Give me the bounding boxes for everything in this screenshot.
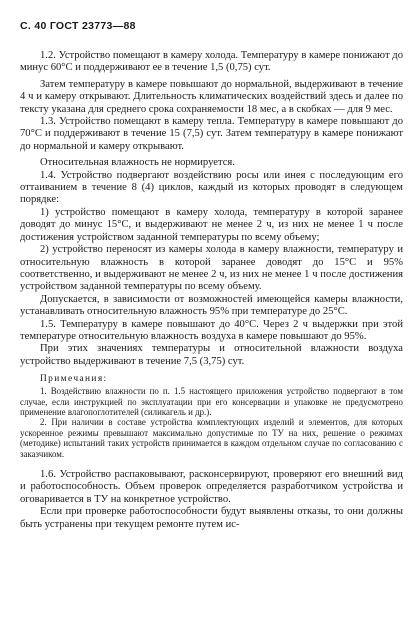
- paragraph-1-5-continued: При этих значениях температуры и относительной влажности воздуха устройство выдерживают в течение 7,5 (3,75) сут.: [20, 343, 403, 367]
- paragraph-1-2: 1.2. Устройство помещают в камеру холода. Температуру в камере понижают до минус 60°С и поддерживают ее в течение 1,5 (0,75) сут.: [20, 50, 403, 74]
- paragraph-step-1: 1) устройство помещают в камеру холода, температуру в которой заранее доводят до минус 15°С, и выдерживают не менее 2 ч, из них не менее 1 ч после достижения устройством заданной температуры по всему объему;: [20, 206, 403, 243]
- page-header: С. 40 ГОСТ 23773—88: [20, 20, 136, 32]
- paragraph-1-2-continued: Затем температуру в камере повышают до нормальной, выдерживают в течение 4 ч и камеру открывают. Длительность климатических воздействий здесь и далее по тексту указана для среднего срока сохраняемости 18 мес, а в скобках — для 9 мес.: [20, 78, 403, 115]
- paragraph-1-4: 1.4. Устройство подвергают воздействию росы или инея с последующим его оттаиванием в течение 8 (4) циклов, каждый из которых проводят в следующем порядке:: [20, 169, 403, 206]
- paragraph-final: Если при проверке работоспособности будут выявлены отказы, то они должны быть устранены при текущем ремонте путем ис-: [20, 506, 403, 530]
- paragraph-1-5: 1.5. Температуру в камере повышают до 40°С. Через 2 ч выдержки при этой температуре относительную влажность воздуха в камере повышают до 95%.: [20, 318, 403, 342]
- note-1: 1. Воздействию влажности по п. 1.5 настоящего приложения устройство подвергают в том случае, если инструкцией по эксплуатации при его консервации и упаковке не предусмотрено применение влагопоглотителей (силикагель и др.).: [20, 386, 403, 417]
- notes-title: Примечания:: [40, 374, 108, 385]
- paragraph-1-3: 1.3. Устройство помещают в камеру тепла. Температуру в камере повышают до 70°С и поддерживают в течение 15 (7,5) сут. Затем температуру в камере понижают до нормальной и камеру открывают.: [20, 116, 403, 152]
- paragraph-step-2: 2) устройство переносят из камеры холода в камеру влажности, температуру и относительную влажность в которой заранее доводят до 15°С и 95% соответственно, и выдерживают не менее 2 ч, из них не менее 1 ч после достижения устройством заданной температуры по всему объему.: [20, 244, 403, 293]
- paragraph-humidity-note: Относительная влажность не нормируется.: [40, 157, 235, 169]
- paragraph-allowance: Допускается, в зависимости от возможностей имеющейся камеры влажности, устанавливать относительную влажность 95% при температуре до 25°С.: [20, 293, 403, 318]
- paragraph-1-6: 1.6. Устройство распаковывают, расконсервируют, проверяют его внешний вид и работоспособность. Объем проверок определяется разработчиком устройства и оговаривается в ТУ на конкретное устройство.: [20, 469, 403, 505]
- note-2: 2. При наличии в составе устройства комплектующих изделий и элементов, для которых ускоренное режимы превышают максимально допустимые по ТУ на них, решение о режимах (методике) испытаний таких устройств принимается в каждом отдельном случае по согласованию с заказчиком.: [20, 417, 403, 459]
